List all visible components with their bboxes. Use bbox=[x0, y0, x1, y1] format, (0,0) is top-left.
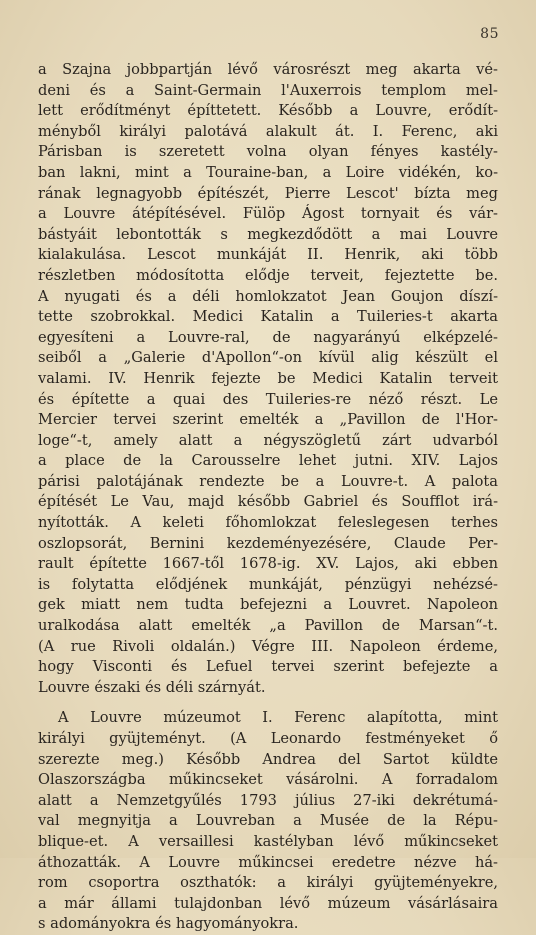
text-line: gek miatt nem tudta befejezni a Louvret. Napoleon bbox=[38, 596, 498, 614]
text-line: rault építette 1667-től 1678-ig. XV. Lajos, aki ebben bbox=[38, 555, 498, 573]
text-line: oszlopsorát, Bernini kezdeményezésére, Claude Per- bbox=[38, 534, 498, 552]
text-line: építését Le Vau, majd később Gabriel és Soufflot irá- bbox=[38, 493, 498, 511]
text-line: egyesíteni a Louvre-ral, de nagyarányú elképzelé- bbox=[38, 328, 498, 346]
text-line: tette szobrokkal. Medici Katalin a Tuileries-t akarta bbox=[38, 308, 498, 326]
text-line: kialakulása. Lescot munkáját II. Henrik, aki több bbox=[38, 246, 498, 264]
text-line: nyították. A keleti főhomlokzat feleslegesen terhes bbox=[38, 514, 498, 532]
text-line: királyi gyüjteményt. (A Leonardo festményeket ő bbox=[38, 730, 498, 747]
text-line: Párisban is szeretett volna olyan fényes kastély- bbox=[38, 143, 498, 161]
text-line: blique-et. A versaillesi kastélyban lévő műkincseket bbox=[38, 832, 498, 850]
body-text bbox=[38, 60, 498, 935]
text-line: párisi palotájának rendezte be a Louvre-t. A palota bbox=[38, 472, 498, 490]
text-line: szerezte meg.) Később Andrea del Sartot küldte bbox=[38, 750, 498, 768]
text-line: Louvre északi és déli szárnyát. bbox=[38, 678, 266, 696]
text-line: a már állami tulajdonban lévő múzeum vásárlásaira bbox=[38, 894, 498, 912]
text-line: részletben módosította elődje terveit, fejeztette be. bbox=[38, 266, 498, 284]
text-line: valami. IV. Henrik fejezte be Medici Katalin terveit bbox=[38, 369, 498, 387]
text-line: seiből a „Galerie d'Apollon“-on kívül alig készült el bbox=[38, 349, 498, 367]
text-line: ményből királyi palotává alakult át. I. Ferenc, aki bbox=[38, 122, 498, 140]
text-line: lett erődítményt építtetett. Később a Louvre, erődít- bbox=[38, 102, 498, 120]
text-line: bástyáit lebontották s megkezdődött a mai Louvre bbox=[38, 225, 498, 243]
text-line: Mercier tervei szerint emelték a „Pavillon de l'Hor- bbox=[38, 411, 498, 429]
text-line: a Szajna jobbpartján lévő városrészt meg akarta vé- bbox=[38, 61, 498, 78]
text-line: deni és a Saint-Germain l'Auxerrois templom mel- bbox=[38, 81, 498, 99]
text-line: a place de la Carousselre lehet jutni. XIV. Lajos bbox=[38, 452, 498, 470]
text-line: a Louvre átépítésével. Fülöp Ágost tornyait és vár- bbox=[38, 205, 498, 223]
paragraph-gap bbox=[38, 698, 498, 708]
paragraph-louvre-history bbox=[38, 60, 498, 698]
text-line: is folytatta elődjének munkáját, pénzügyi nehézsé- bbox=[38, 575, 498, 593]
paragraph-louvre-museum bbox=[38, 708, 498, 935]
text-line: val megnyitja a Louvreban a Musée de la Répu- bbox=[38, 812, 498, 830]
text-line: alatt a Nemzetgyűlés 1793 július 27-iki dekrétumá- bbox=[38, 791, 498, 809]
text-line: (A rue Rivoli oldalán.) Végre III. Napoleon érdeme, bbox=[38, 637, 498, 655]
text-line: uralkodása alatt emelték „a Pavillon de Marsan“-t. bbox=[38, 617, 498, 635]
text-line: hogy Visconti és Lefuel tervei szerint befejezte a bbox=[38, 658, 498, 676]
text-line: és építette a quai des Tuileries-re néző részt. Le bbox=[38, 390, 498, 408]
text-line: áthozatták. A Louvre műkincsei eredetre nézve há- bbox=[38, 853, 498, 871]
text-line: rának legnagyobb építészét, Pierre Lescot' bízta meg bbox=[38, 184, 498, 202]
text-line: A Louvre múzeumot I. Ferenc alapította, mint bbox=[58, 709, 498, 727]
text-line: A nyugati és a déli homlokzatot Jean Goujon díszí- bbox=[38, 287, 498, 305]
text-line: rom csoportra oszthatók: a királyi gyüjteményekre, bbox=[38, 874, 498, 892]
text-line: loge“-t, amely alatt a négyszögletű zárt udvarból bbox=[38, 431, 498, 449]
text-line: ban lakni, mint a Touraine-ban, a Loire vidékén, ko- bbox=[38, 163, 498, 181]
page-number: 85 bbox=[480, 26, 499, 42]
text-line: s adományokra és hagyományokra. bbox=[38, 915, 299, 933]
text-line: Olaszországba műkincseket vásárolni. A forradalom bbox=[38, 771, 498, 789]
